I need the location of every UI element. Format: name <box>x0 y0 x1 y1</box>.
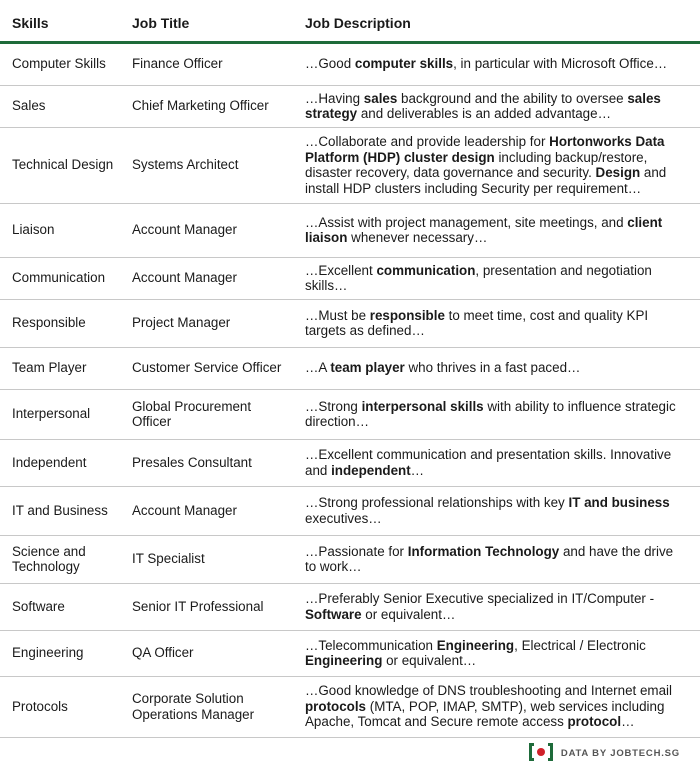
job-description-cell <box>293 630 700 676</box>
job-title-cell: Global Procurement Officer <box>120 389 293 439</box>
table-row <box>0 257 700 299</box>
skill-cell: Software <box>0 583 120 630</box>
description-text: or equivalent… <box>382 653 477 668</box>
skill-cell: Technical Design <box>0 127 120 203</box>
description-text: …Good <box>305 56 355 72</box>
description-text: …Passionate for <box>305 543 408 559</box>
skill-cell: Sales <box>0 85 120 127</box>
skill-cell: Liaison <box>0 203 120 257</box>
highlighted-keyword: Information Technology <box>407 543 560 559</box>
skill-cell: Interpersonal <box>0 389 120 439</box>
table-body <box>0 42 700 737</box>
description-text: …A <box>305 360 331 376</box>
skill-cell: Independent <box>0 439 120 486</box>
table-row <box>0 42 700 85</box>
table-row <box>0 85 700 127</box>
highlighted-keyword: Engineering <box>436 637 515 653</box>
job-description-cell <box>293 85 700 127</box>
job-title-cell: QA Officer <box>120 630 293 676</box>
job-title-cell: Project Manager <box>120 299 293 347</box>
description-text: …Strong professional relationships with key <box>305 495 569 510</box>
job-title-cell: Account Manager <box>120 257 293 299</box>
highlighted-keyword: responsible <box>369 307 445 323</box>
job-title-cell: Presales Consultant <box>120 439 293 486</box>
description-text: …Strong <box>305 398 362 414</box>
description-text: … <box>410 462 425 478</box>
table-row <box>0 535 700 583</box>
job-title-cell: Systems Architect <box>120 127 293 203</box>
skill-cell: Science and Technology <box>0 535 120 583</box>
highlighted-keyword: sales <box>363 90 398 106</box>
job-description-cell <box>293 127 700 203</box>
highlighted-keyword: sales strategy <box>305 90 661 121</box>
table-row <box>0 389 700 439</box>
skills-table <box>0 6 700 738</box>
skill-cell: Computer Skills <box>0 42 120 85</box>
description-text: …Assist with project management, site meetings, and <box>305 214 628 230</box>
skill-cell: Team Player <box>0 347 120 389</box>
highlighted-keyword: protocol <box>567 714 622 730</box>
skill-cell: Engineering <box>0 630 120 676</box>
highlighted-keyword: Design <box>595 165 641 180</box>
description-text: …Excellent communication and presentation skills. Innovative and <box>305 447 672 478</box>
highlighted-keyword: client liaison <box>305 214 663 245</box>
highlighted-keyword: independent <box>331 462 411 478</box>
description-text: executives… <box>305 510 382 526</box>
job-description-cell <box>293 583 700 630</box>
footer-credit <box>529 743 680 763</box>
description-text: …Must be <box>305 307 370 323</box>
skill-cell: Communication <box>0 257 120 299</box>
header-job-title: Job Title <box>120 6 293 42</box>
description-text: … <box>621 714 635 730</box>
highlighted-keyword: computer skills <box>354 56 454 72</box>
description-text: (MTA, POP, IMAP, SMTP), web services including Apache, Tomcat and Secure remote access <box>305 698 665 730</box>
description-text: whenever necessary… <box>347 230 488 245</box>
table-row <box>0 299 700 347</box>
description-text: …Excellent <box>305 262 377 278</box>
job-title-cell: IT Specialist <box>120 535 293 583</box>
skill-cell: Protocols <box>0 676 120 737</box>
job-description-cell <box>293 676 700 737</box>
job-title-cell: Senior IT Professional <box>120 583 293 630</box>
highlighted-keyword: IT and business <box>568 495 670 510</box>
table-row <box>0 127 700 203</box>
table-row <box>0 347 700 389</box>
highlighted-keyword: team player <box>330 360 405 376</box>
description-text: and install HDP clusters including Security per requirement… <box>305 165 667 196</box>
table-header <box>0 6 700 42</box>
description-text: with ability to influence strategic direction… <box>305 398 676 429</box>
job-description-cell <box>293 439 700 486</box>
table-row <box>0 486 700 535</box>
job-title-cell: Corporate Solution Operations Manager <box>120 676 293 737</box>
footer-text: DATA BY JOBTECH.SG <box>560 747 680 759</box>
job-description-cell <box>293 42 700 85</box>
job-description-cell <box>293 486 700 535</box>
table-row <box>0 203 700 257</box>
description-text: …Preferably Senior Executive specialized in IT/Computer - <box>305 591 655 606</box>
highlighted-keyword: communication <box>376 262 476 278</box>
job-title-cell: Account Manager <box>120 203 293 257</box>
job-description-cell <box>293 299 700 347</box>
header-row <box>0 6 700 42</box>
skill-cell: Responsible <box>0 299 120 347</box>
description-text: background and the ability to oversee <box>397 90 628 106</box>
description-text: to meet time, cost and quality KPI targets as defined… <box>305 307 649 338</box>
header-job-description: Job Description <box>293 6 700 42</box>
job-title-cell: Customer Service Officer <box>120 347 293 389</box>
description-text: and have the drive to work… <box>305 543 674 574</box>
description-text: or equivalent… <box>361 606 456 622</box>
job-description-cell <box>293 257 700 299</box>
highlighted-keyword: Software <box>305 606 362 622</box>
table-row <box>0 439 700 486</box>
table-row <box>0 583 700 630</box>
jobtech-logo-icon <box>529 743 553 763</box>
description-text: …Telecommunication <box>305 637 437 653</box>
description-text: …Collaborate and provide leadership for <box>305 134 550 149</box>
description-text: including backup/restore, disaster recovery, data governance and security. <box>305 149 648 180</box>
highlighted-keyword: Engineering <box>305 653 383 668</box>
job-title-cell: Account Manager <box>120 486 293 535</box>
highlighted-keyword: interpersonal skills <box>361 398 484 414</box>
description-text: …Having <box>305 90 364 106</box>
description-text: who thrives in a fast paced… <box>404 360 581 376</box>
job-title-cell: Chief Marketing Officer <box>120 85 293 127</box>
job-description-cell <box>293 389 700 439</box>
header-skills: Skills <box>0 6 120 42</box>
description-text: , presentation and negotiation skills… <box>305 262 652 293</box>
job-title-cell: Finance Officer <box>120 42 293 85</box>
description-text: and deliverables is an added advantage… <box>357 106 611 121</box>
highlighted-keyword: protocols <box>305 698 367 714</box>
job-description-cell <box>293 347 700 389</box>
highlighted-keyword: Hortonworks Data Platform (HDP) cluster design <box>305 134 665 165</box>
skill-cell: IT and Business <box>0 486 120 535</box>
description-text: , Electrical / Electronic <box>514 637 646 653</box>
job-description-cell <box>293 203 700 257</box>
description-text: , in particular with Microsoft Office… <box>453 56 668 72</box>
table-row <box>0 630 700 676</box>
table-row <box>0 676 700 737</box>
job-description-cell <box>293 535 700 583</box>
description-text: …Good knowledge of DNS troubleshooting and Internet email <box>305 683 672 699</box>
